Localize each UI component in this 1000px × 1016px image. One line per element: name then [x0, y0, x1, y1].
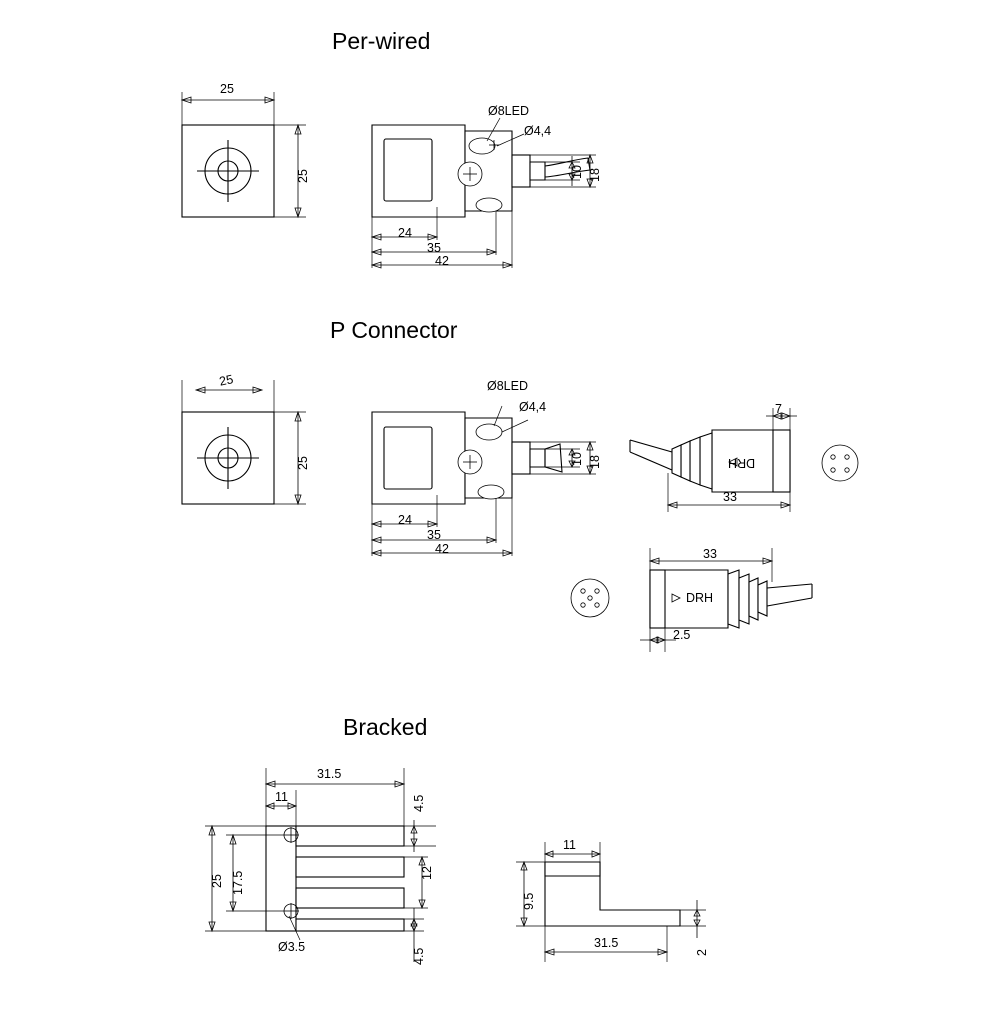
dim-plug-top-7: 7: [775, 402, 782, 416]
label-plug-bottom-body: DRH: [686, 591, 714, 605]
dim-prewired-front-width: 25: [220, 82, 234, 96]
dim-plug-top-33: 33: [723, 490, 737, 504]
label-plug-top-body: DRH: [728, 456, 756, 470]
dim-bracked-12: 12: [420, 866, 434, 880]
dim-plug-bottom-2-5: 2.5: [673, 628, 691, 642]
dim-prewired-24: 24: [398, 226, 412, 240]
pre-wired-front-view: [182, 92, 306, 217]
section-title-p-connector: P Connector: [330, 317, 458, 343]
dim-bracked-side-9-5: 9.5: [522, 892, 536, 910]
dim-bracked-31-5: 31.5: [317, 767, 342, 781]
dim-pconn-24: 24: [398, 513, 412, 527]
dim-bracked-side-11: 11: [563, 838, 576, 852]
pre-wired-side-view: [372, 118, 596, 268]
p-connector-side-view: [372, 406, 596, 556]
label-prewired-led: Ø8LED: [488, 104, 529, 118]
bracked-front-view: [205, 768, 436, 962]
dim-pconn-35: 35: [427, 528, 441, 542]
dim-prewired-18: 18: [588, 168, 602, 182]
dim-bracked-25: 25: [210, 874, 224, 888]
label-bracked-hole: Ø3.5: [278, 940, 306, 954]
dim-pconn-18: 18: [588, 455, 602, 469]
section-title-pre-wired: Per-wired: [332, 28, 431, 54]
dim-pconn-10: 10: [570, 452, 584, 466]
dim-bracked-side-31-5: 31.5: [594, 936, 619, 950]
dim-pconn-front-width: 25: [218, 372, 235, 389]
dim-bracked-4-5-top: 4.5: [412, 794, 426, 812]
dim-pconn-front-height: 25: [296, 456, 310, 470]
section-title-bracked: Bracked: [343, 714, 428, 740]
dim-bracked-17-5: 17.5: [231, 870, 245, 895]
dim-bracked-side-2: 2: [695, 949, 709, 956]
dim-bracked-11: 11: [275, 790, 288, 804]
dim-prewired-10: 10: [570, 165, 584, 179]
dim-pconn-42: 42: [435, 542, 449, 556]
label-prewired-hole: Ø4,4: [524, 124, 552, 138]
dim-bracked-4-5-bottom: 4.5: [412, 947, 426, 965]
label-pconn-hole: Ø4,4: [519, 400, 547, 414]
dim-prewired-35: 35: [427, 241, 441, 255]
dim-prewired-front-height: 25: [296, 169, 310, 183]
p-connector-front-view: [182, 380, 306, 504]
dim-plug-bottom-33: 33: [703, 547, 717, 561]
dim-prewired-42: 42: [435, 254, 449, 268]
label-pconn-led: Ø8LED: [487, 379, 528, 393]
